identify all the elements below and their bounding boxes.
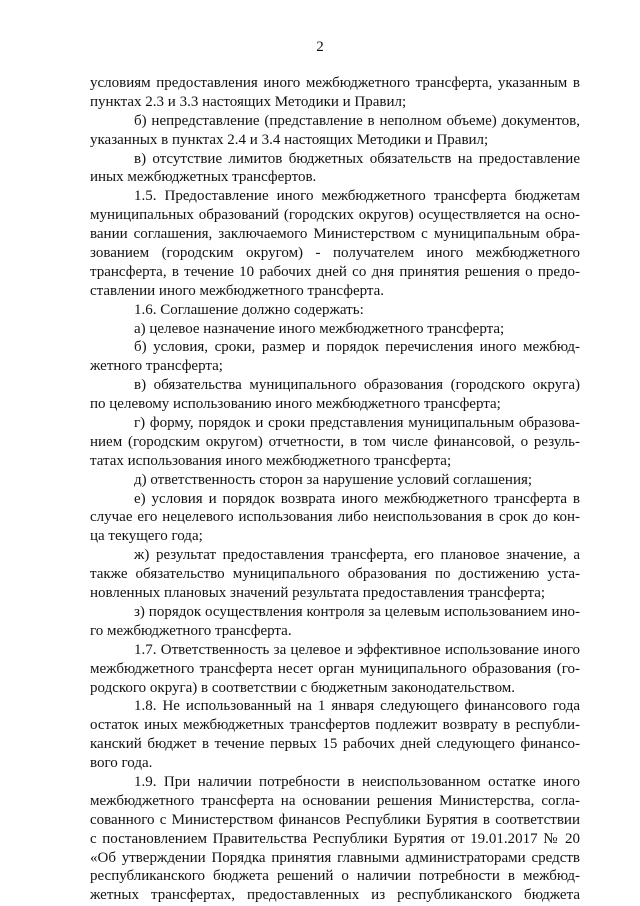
text-line: б) условия, сроки, размер и порядок перечисления иного межбюд- (134, 339, 580, 356)
text-line: условиям предоставления иного межбюджетного трансферта, указанным в (90, 75, 580, 91)
text-line: 1.7. Ответственность за целевое и эффективное использование иного (134, 641, 580, 658)
text-line: 1.5. Предоставление иного межбюджетного трансферта бюджетам (134, 188, 580, 205)
text-line: д) ответственность сторон за нарушение условий соглашения; (134, 471, 533, 488)
text-line: трансферта, в течение 10 рабочих дней со дня принятия решения о предо- (90, 263, 580, 280)
text-line: республиканского бюджета решений о наличии потребности в межбюд- (90, 868, 580, 885)
text-line: вании соглашения, заключаемого Министерством с муниципальным обра- (90, 226, 580, 243)
text-line: а) целевое назначение иного межбюджетного трансферта; (134, 320, 505, 337)
text-line: остаток иных межбюджетных трансфертов подлежит возврату в республи- (90, 717, 580, 734)
text-line: б) непредставление (представление в неполном объеме) документов, (134, 112, 580, 129)
text-line: ца текущего года; (90, 528, 203, 545)
text-line: сованного с Министерством финансов Республики Бурятия в соответствии (90, 811, 580, 828)
text-line: вого года. (90, 755, 153, 772)
page-number: 2 (316, 39, 324, 55)
text-line: также обязательство муниципального образования по достижению уста- (90, 566, 580, 583)
text-line: е) условия и порядок возврата иного межбюджетного трансферта в (134, 490, 580, 507)
text-line: ж) результат предоставления трансферта, его плановое значение, а (134, 547, 580, 564)
text-line: 1.8. Не использованный на 1 января следующего финансового года (134, 698, 580, 715)
text-line: жетных трансфертах, предоставленных из республиканского бюджета (90, 887, 580, 904)
text-line: го межбюджетного трансферта. (90, 622, 292, 639)
text-line: межбюджетного трансферта на основании решения Министерства, согла- (90, 792, 580, 809)
text-line: жетного трансферта; (90, 358, 223, 375)
text-line: ставлении иного межбюджетного трансферта. (90, 282, 385, 299)
text-line: иных межбюджетных трансфертов. (90, 169, 317, 186)
text-line: канский бюджет в течение первых 15 рабочих дней следующего финансо- (90, 736, 580, 753)
text-line: з) порядок осуществления контроля за целевым использованием ино- (134, 603, 580, 620)
text-line: в) отсутствие лимитов бюджетных обязательств на предоставление (134, 150, 580, 167)
text-line: указанных в пунктах 2.4 и 3.4 настоящих Методики и Правил; (90, 131, 489, 148)
text-line: 1.6. Соглашение должно содержать: (134, 301, 364, 318)
text-line: с постановлением Правительства Республики Бурятия от 19.01.2017 № 20 (90, 830, 580, 847)
text-line: случае его нецелевого использования либо неиспользования в срок до кон- (90, 509, 580, 526)
text-line: нием (городским округом) отчетности, в том числе финансовой, о резуль- (90, 433, 580, 450)
text-line: 1.9. При наличии потребности в неиспользованном остатке иного (134, 773, 580, 790)
text-line: г) форму, порядок и сроки представления муниципальным образова- (134, 415, 580, 432)
text-line: пунктах 2.3 и 3.3 настоящих Методики и Правил; (90, 93, 407, 110)
text-line: муниципальных образований (городских округов) осуществляется на осно- (90, 207, 580, 224)
document-body (90, 74, 580, 905)
text-line: межбюджетного трансферта несет орган муниципального образования (го- (90, 660, 580, 677)
text-line: по целевому использованию иного межбюджетного трансферта; (90, 396, 501, 413)
text-line: зованием (городским округом) - получателем иного межбюджетного (90, 245, 580, 262)
text-line: татах использования иного межбюджетного трансферта; (90, 452, 452, 469)
text-line: в) обязательства муниципального образования (городского округа) (134, 377, 580, 394)
text-line: «Об утверждении Порядка принятия главными администраторами средств (90, 849, 580, 866)
text-line: родского округа) в соответствии с бюджетным законодательством. (90, 679, 516, 696)
text-line: новленных плановых значений результата предоставления трансферта; (90, 585, 546, 602)
